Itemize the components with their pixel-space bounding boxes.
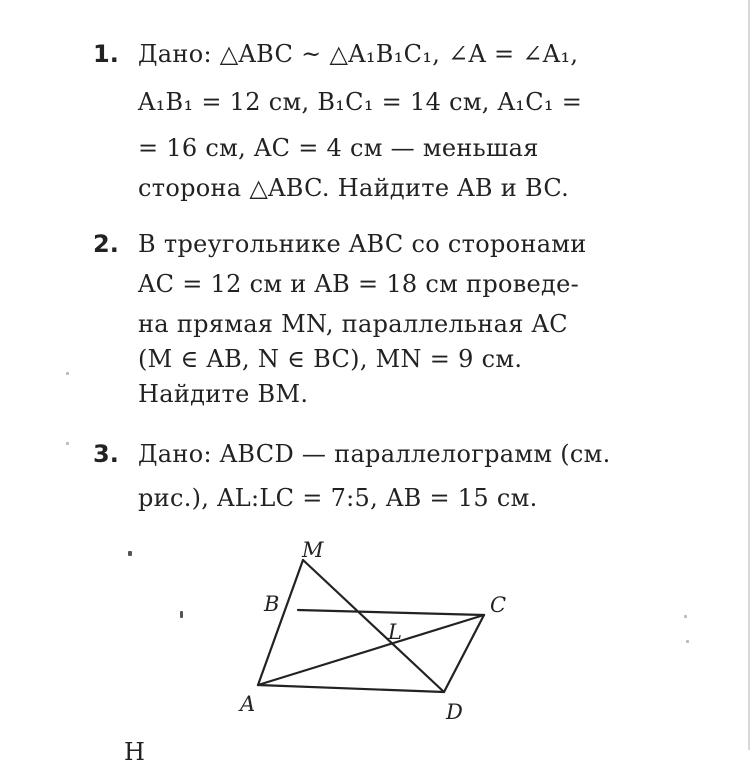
point-label-d: D <box>446 700 463 724</box>
point-label-m: M <box>302 538 324 562</box>
problem-line: AC = 12 см и AB = 18 см проведе- <box>138 270 580 298</box>
problem-line: рис.), AL:LC = 7:5, AB = 15 см. <box>138 484 538 512</box>
problem-line: Найдите BM. <box>138 380 309 408</box>
point-label-a: A <box>240 692 256 716</box>
line-ma <box>258 560 303 685</box>
problem-line: A₁B₁ = 12 см, B₁C₁ = 14 см, A₁C₁ = <box>138 88 583 116</box>
scan-speck <box>684 615 687 618</box>
parallelogram-figure <box>200 535 540 730</box>
problem-line: = 16 см, AC = 4 см — меньшая <box>138 134 539 162</box>
scan-speck <box>180 611 183 618</box>
cut-off-line: Н <box>124 738 146 766</box>
scan-speck <box>686 640 689 643</box>
problem-line: В треугольнике ABC со сторонами <box>138 230 587 258</box>
scan-speck <box>66 442 69 445</box>
problem-line: Дано: △ABC ~ △A₁B₁C₁, ∠A = ∠A₁, <box>138 40 579 68</box>
problem-number: 2. <box>93 230 119 258</box>
problem-number: 3. <box>93 440 119 468</box>
point-label-l: L <box>388 620 402 644</box>
point-label-c: C <box>490 593 507 617</box>
diagonal-ac <box>258 615 484 685</box>
problem-number: 1. <box>93 40 119 68</box>
scan-speck <box>128 551 132 556</box>
side-bc <box>298 610 484 615</box>
problem-line: (M ∈ AB, N ∈ BC), MN = 9 см. <box>138 345 523 373</box>
problem-line: Дано: ABCD — параллелограмм (см. <box>138 440 611 468</box>
point-label-b: B <box>264 592 280 616</box>
line-md <box>303 560 444 692</box>
problem-line: на прямая MN, параллельная AC <box>138 310 568 338</box>
scan-speck <box>66 372 69 375</box>
side-ad <box>258 685 444 692</box>
problem-line: сторона △ABC. Найдите AB и BC. <box>138 174 570 202</box>
